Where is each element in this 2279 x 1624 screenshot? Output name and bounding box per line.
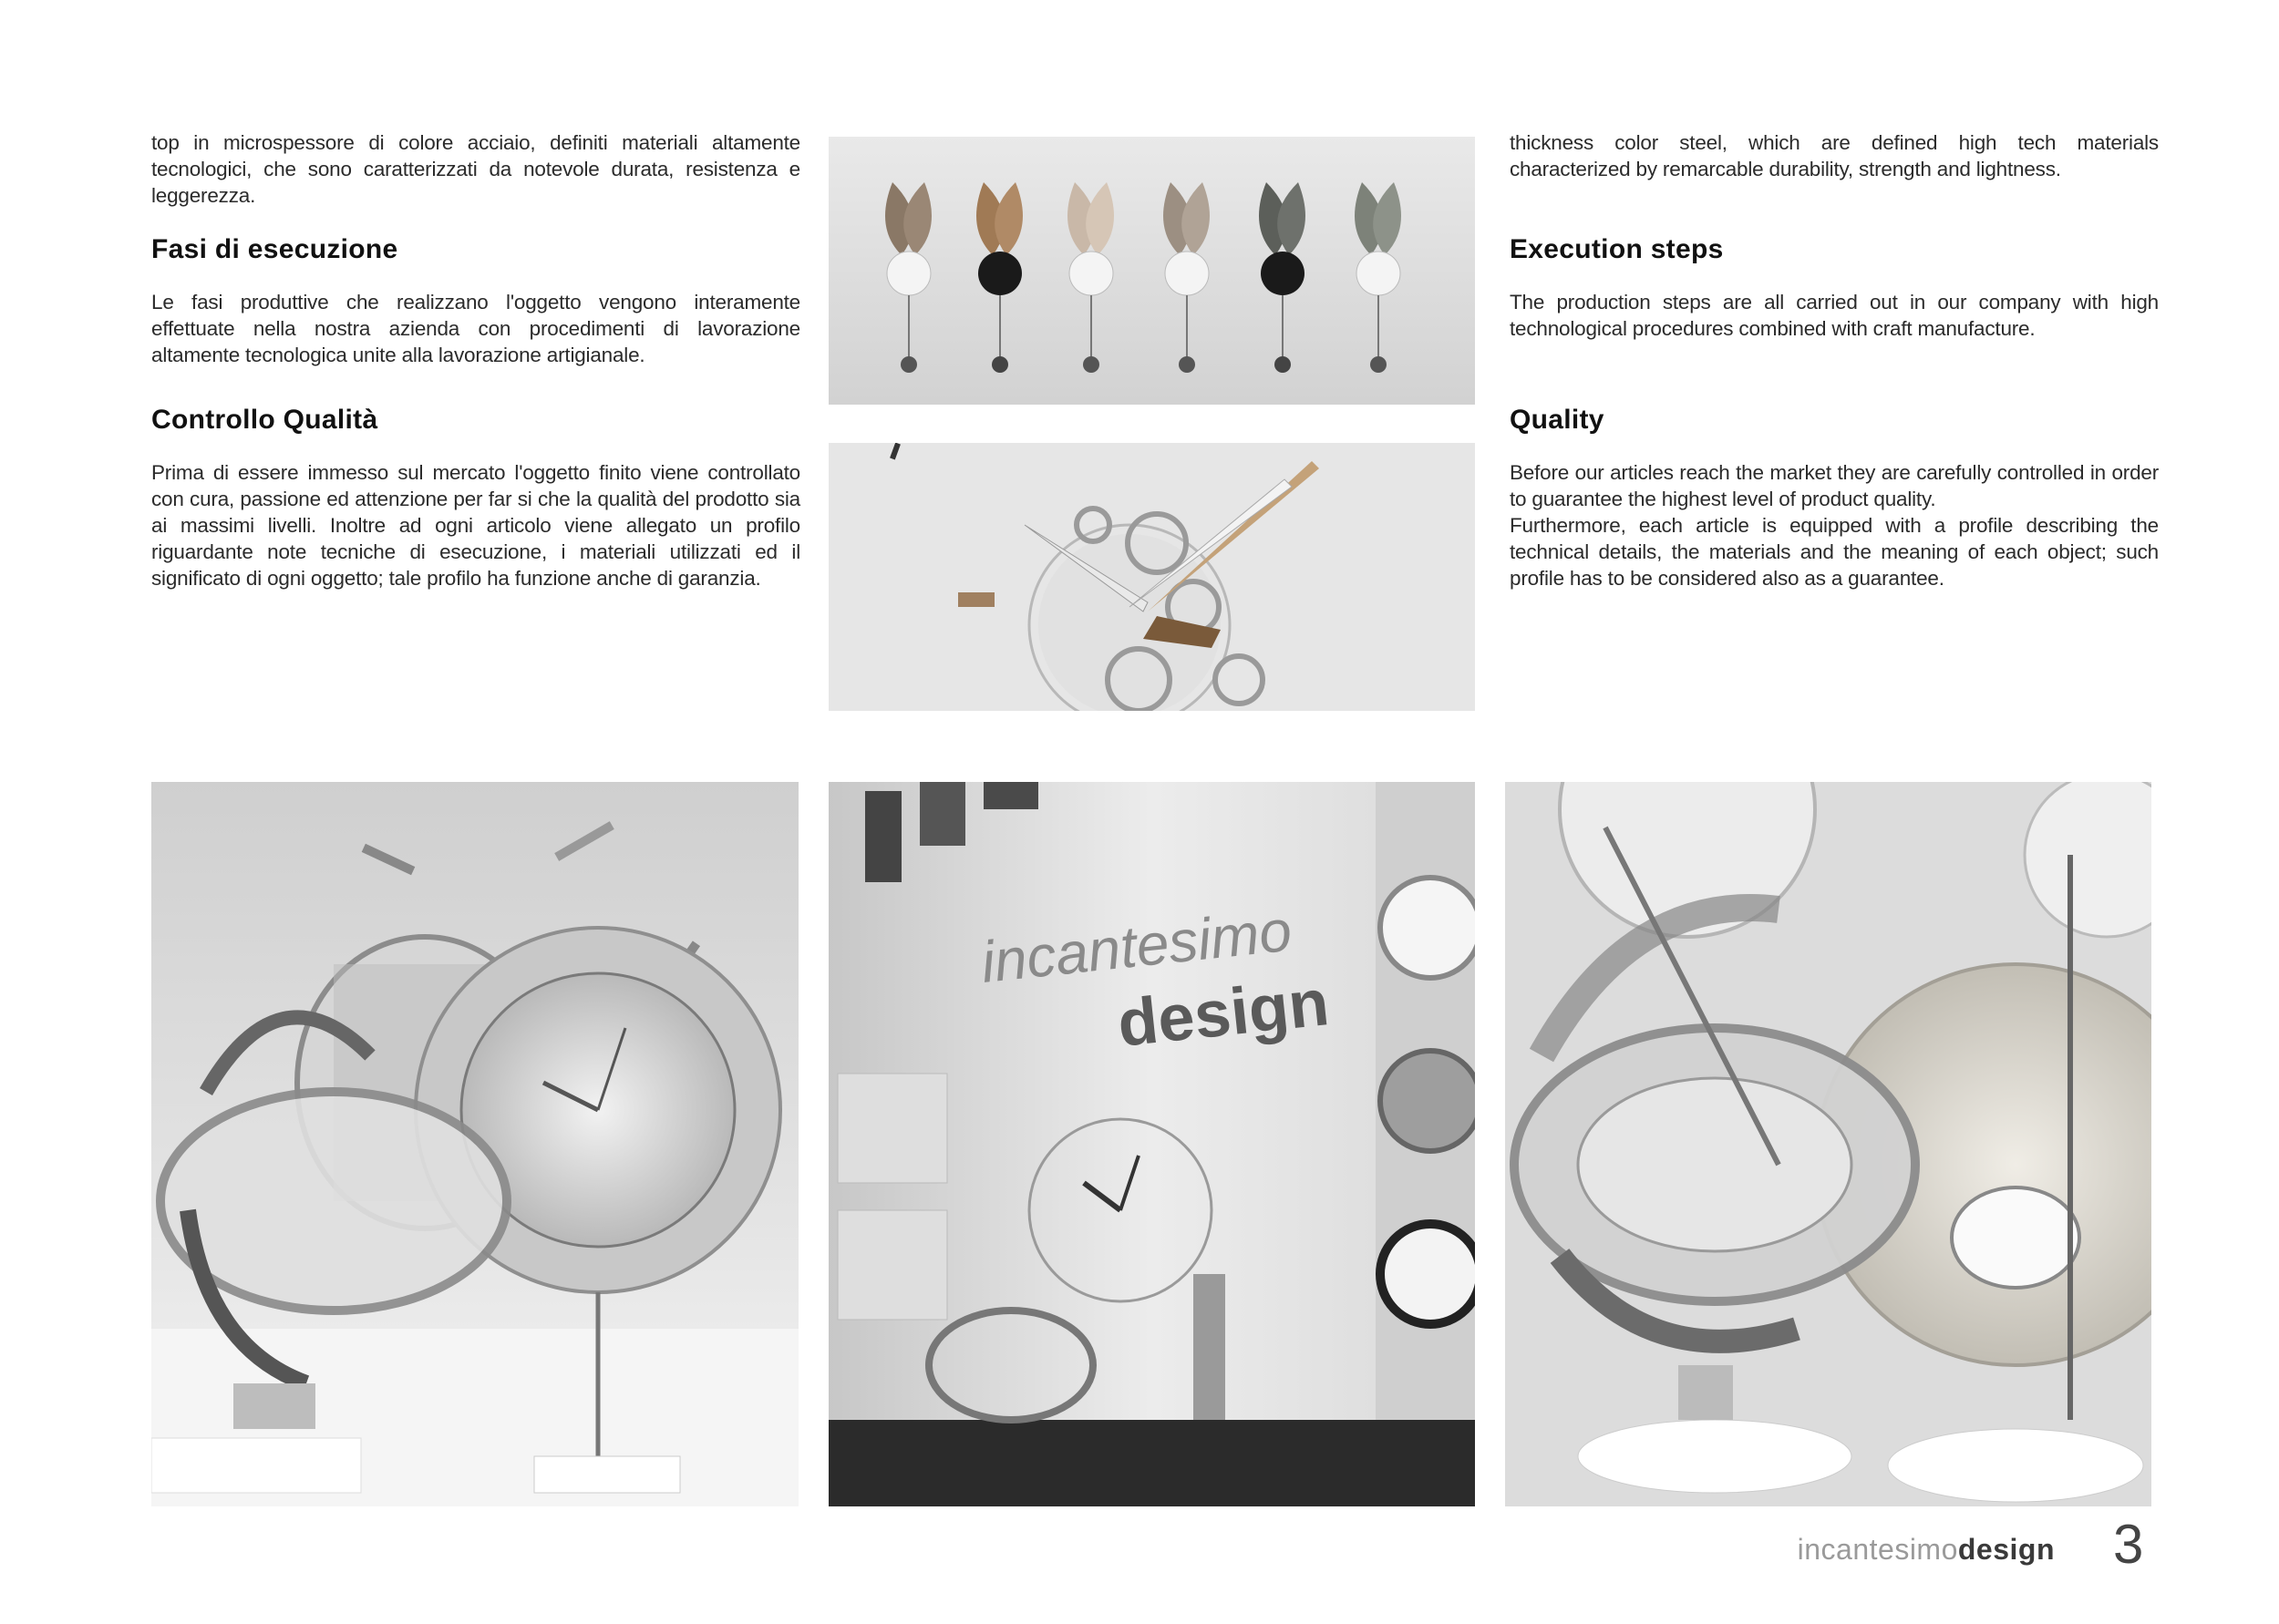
heading-quality: Quality [1510, 405, 1604, 435]
footer-brand-light: incantesimo [1797, 1533, 1958, 1566]
footer-brand-bold: design [1957, 1533, 2055, 1566]
wall-logo-light: incantesimo [977, 897, 1295, 995]
armillary-clocks-photo [1505, 782, 2151, 1506]
intro-paragraph-en: thickness color steel, which are defined high tech materials characterized by remarcable durability, strength and lightness. [1510, 131, 2159, 180]
heading-execution-steps: Execution steps [1510, 234, 1724, 264]
page-number: 3 [2113, 1514, 2144, 1575]
quality-paragraph-en-1: Before our articles reach the market they are carefully controlled in order to guarantee the highest level of product quality. [1510, 461, 2159, 510]
footer-brand [1798, 1533, 2055, 1567]
heading-controllo-qualita: Controllo Qualità [151, 405, 378, 435]
intro-paragraph-it: top in microspessore di colore acciaio, definiti materiali altamente tecnologici, che sono caratterizzati da notevole durata, resistenza e leggerezza. [151, 131, 800, 207]
english-text-column [1510, 129, 2159, 591]
showroom-photo [829, 782, 1475, 1506]
execution-paragraph-en: The production steps are all carried out in our company with high technological procedures combined with craft manufacture. [1510, 291, 2159, 340]
execution-paragraph-it: Le fasi produttive che realizzano l'oggetto vengono interamente effettuate nella nostra azienda con procedimenti di lavorazione altamente tecnologica unite alla lavorazione artigianale. [151, 291, 800, 366]
table-clocks-photo [151, 782, 799, 1506]
leaf-clocks-photo [829, 137, 1475, 405]
quality-paragraph-en-2: Furthermore, each article is equipped with a profile describing the technical details, the materials and the meaning of each object; such profile has to be considered also as a guarantee. [1510, 514, 2159, 590]
gear-clock-photo [829, 443, 1475, 711]
italian-text-column [151, 129, 800, 591]
quality-paragraph-it: Prima di essere immesso sul mercato l'oggetto finito viene controllato con cura, passione ed attenzione per far si che la qualità del prodotto sia ai massimi livelli. Inoltre ad ogni articolo viene allegato un profilo riguardante note tecniche di esecuzione, i materiali utilizzati ed il significato di ogni oggetto; tale profilo ha funzione anche di garanzia. [151, 461, 800, 590]
heading-fasi-di-esecuzione: Fasi di esecuzione [151, 234, 398, 264]
wall-logo-bold: design [1114, 966, 1333, 1061]
